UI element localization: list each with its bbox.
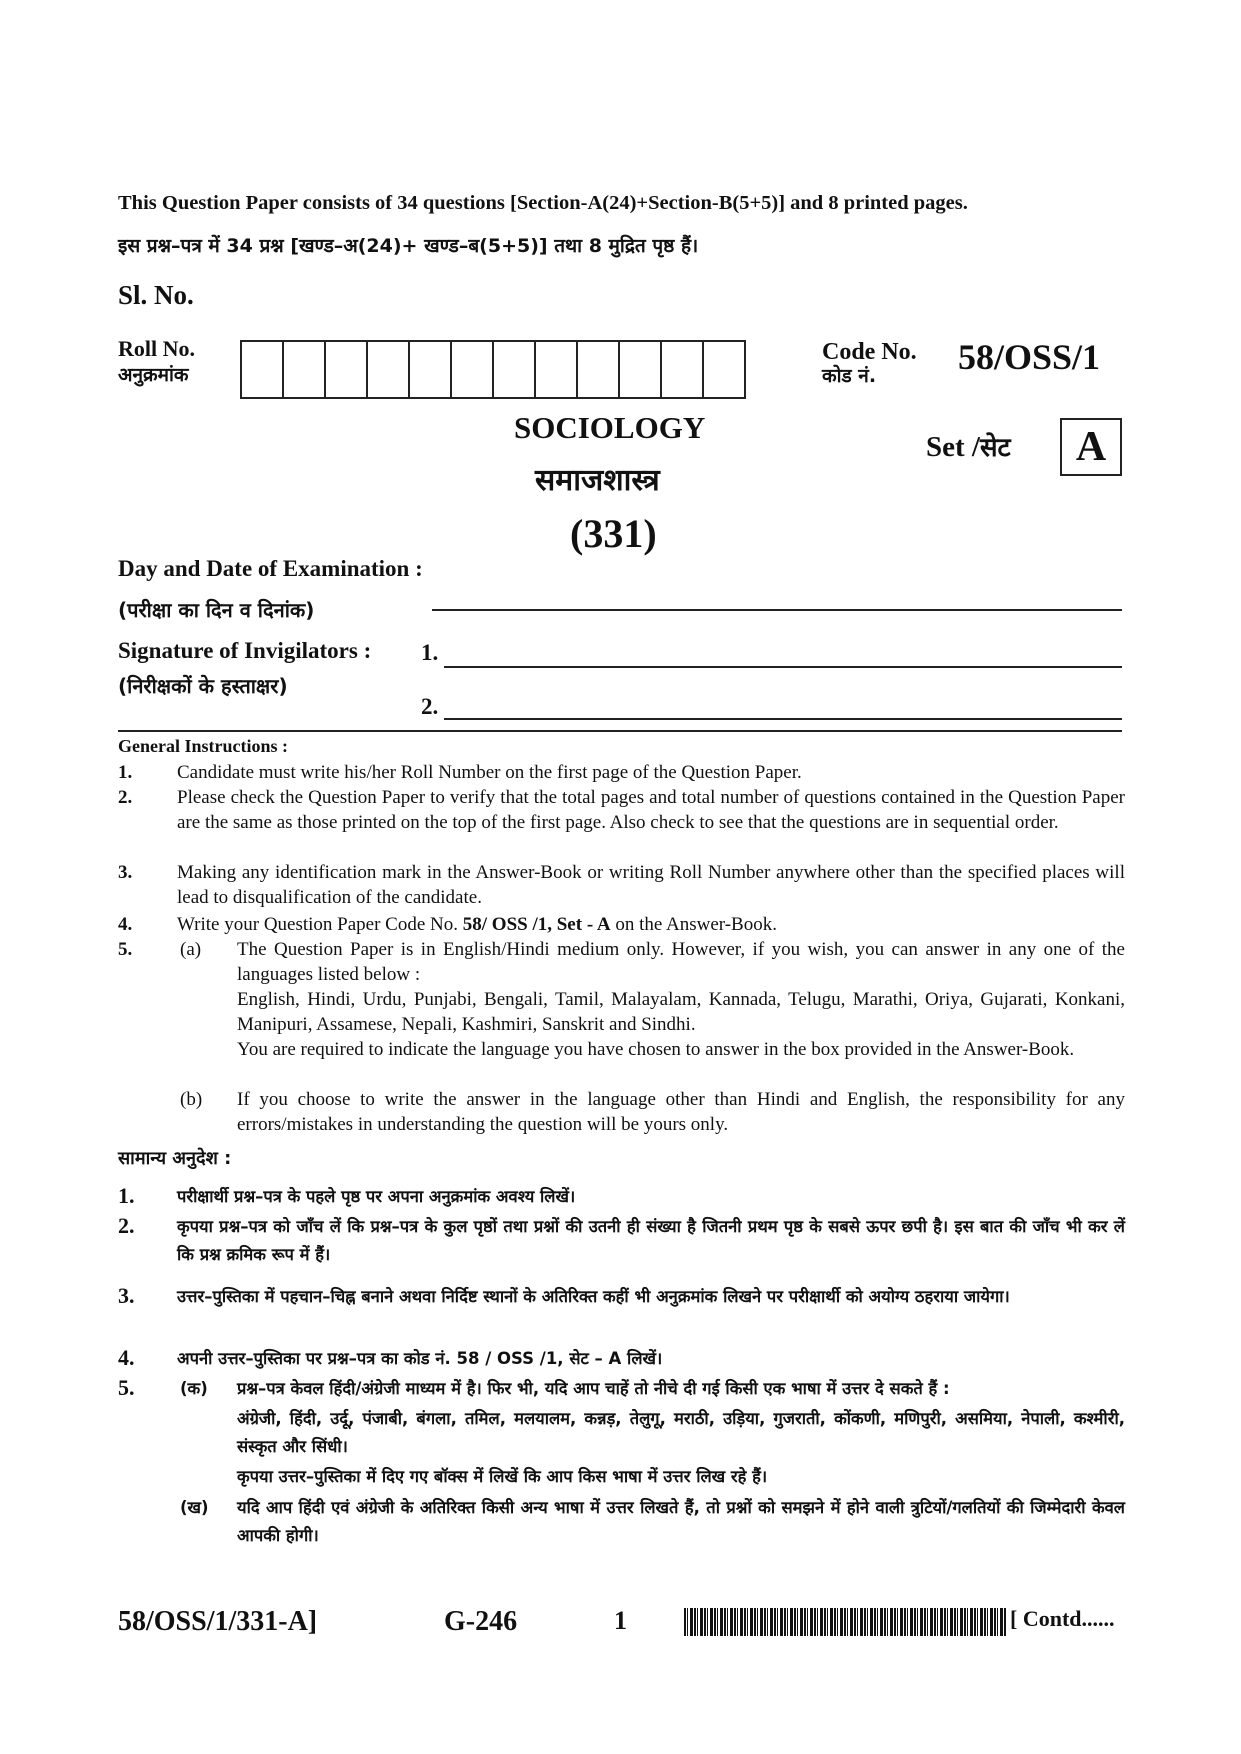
hindi-instruction-3-number: 3.	[118, 1283, 135, 1308]
subject-title-en: SOCIOLOGY	[514, 410, 706, 445]
roll-number-box[interactable]	[620, 342, 662, 397]
instruction-5a-note: You are required to indicate the language you have chosen to answer in the box provided in the Answer-Book.	[237, 1039, 1075, 1060]
roll-number-box[interactable]	[410, 342, 452, 397]
page-count-notice-en: This Question Paper consists of 34 questions [Section-A(24)+Section-B(5+5)] and 8 printed pages.	[118, 192, 968, 214]
instruction-4-post: on the Answer-Book.	[610, 914, 777, 935]
roll-number-box[interactable]	[284, 342, 326, 397]
roll-number-box[interactable]	[494, 342, 536, 397]
general-instructions-heading: General Instructions :	[118, 736, 288, 756]
footer-continued: [ Contd......	[1010, 1606, 1115, 1631]
instruction-5a-languages: English, Hindi, Urdu, Punjabi, Bengali, Tamil, Malayalam, Kannada, Telugu, Marathi, Oriya, Gujarati, Konkani, Manipuri, Assamese, Nepali, Kashmiri, Sanskrit and Sindhi.	[237, 989, 1125, 1035]
roll-number-box[interactable]	[326, 342, 368, 397]
signature-2-number: 2.	[421, 694, 439, 719]
roll-number-box[interactable]	[578, 342, 620, 397]
code-number-label-en: Code No.	[822, 339, 917, 365]
hindi-instruction-3-text: उत्तर–पुस्तिका में पहचान–चिह्न बनाने अथवा निर्दिष्ट स्थानों के अतिरिक्त कहीं भी अनुक्रमांक लिखने पर परीक्षार्थी को अयोग्य ठहराया जायेगा।	[177, 1287, 1010, 1306]
instruction-2-number: 2.	[118, 787, 133, 808]
subject-code: (331)	[570, 511, 657, 556]
invigilator-signature-label-en: Signature of Invigilators :	[118, 638, 372, 663]
instruction-5a-text: The Question Paper is in English/Hindi medium only. However, if you wish, you can answer in any one of the languages listed below :	[237, 939, 1125, 985]
code-number-label	[822, 340, 917, 388]
page-count-notice-hi: इस प्रश्न–पत्र में 34 प्रश्न [खण्ड–अ(24)+ खण्ड–ब(5+5)] तथा 8 मुद्रित पृष्ठ हैं।	[118, 235, 699, 257]
hindi-instruction-2-text: कृपया प्रश्न–पत्र को जाँच लें कि प्रश्न–पत्र के कुल पृष्ठों तथा प्रश्नों की उतनी ही संख्या है जितनी प्रथम पृष्ठ के सबसे ऊपर छपी है। इस बात की जाँच भी कर लें कि प्रश्न क्रमिक रूप में हैं।	[177, 1217, 1125, 1264]
hindi-instruction-1-number: 1.	[118, 1183, 135, 1208]
signature-2-line	[444, 718, 1122, 720]
exam-date-line	[432, 609, 1122, 611]
instruction-2-text: Please check the Question Paper to verify that the total pages and total number of questions contained in the Question Paper are the same as those printed on the top of the first page. Also check to see that the questions are in sequential order.	[177, 787, 1125, 833]
section-divider	[118, 730, 1122, 732]
instruction-1-text: Candidate must write his/her Roll Number on the first page of the Question Paper.	[177, 762, 802, 783]
instruction-4-pre: Write your Question Paper Code No.	[177, 914, 463, 935]
barcode	[684, 1608, 1006, 1636]
instruction-5b-text: If you choose to write the answer in the language other than Hindi and English, the responsibility for any errors/mistakes in understanding the question will be yours only.	[237, 1089, 1125, 1135]
invigilator-signature-label-hi: (निरीक्षकों के हस्ताक्षर)	[118, 674, 288, 698]
hindi-instruction-2-number: 2.	[118, 1213, 135, 1238]
set-label-hi: सेट	[979, 433, 1011, 463]
roll-number-label-hi: अनुक्रमांक	[118, 364, 189, 386]
hindi-instruction-5a-languages: अंग्रेजी, हिंदी, उर्दू, पंजाबी, बंगला, तमिल, मलयालम, कन्नड़, तेलुगू, मराठी, उड़िया, गुजराती, कोंकणी, मणिपुरी, असमिया, नेपाली, कश्मीरी, संस्कृत और सिंधी।	[237, 1409, 1125, 1456]
instruction-3-number: 3.	[118, 862, 133, 883]
serial-number-label: Sl. No.	[118, 280, 194, 310]
roll-number-label	[118, 336, 195, 388]
hindi-instruction-5a-note: कृपया उत्तर–पुस्तिका में दिए गए बॉक्स में लिखें कि आप किस भाषा में उत्तर लिख रहे हैं।	[237, 1467, 768, 1486]
roll-number-box[interactable]	[536, 342, 578, 397]
set-label	[926, 428, 1011, 464]
instruction-5b-label: (b)	[180, 1089, 203, 1110]
instruction-1-number: 1.	[118, 762, 133, 783]
roll-number-box[interactable]	[242, 342, 284, 397]
hindi-instruction-5a-label: (क)	[180, 1379, 208, 1398]
exam-date-label-en: Day and Date of Examination :	[118, 556, 423, 581]
subject-title-hi: समाजशास्त्र	[535, 463, 660, 498]
roll-number-box[interactable]	[662, 342, 704, 397]
hindi-instruction-5b-label: (ख)	[180, 1498, 209, 1517]
hindi-instruction-1-text: परीक्षार्थी प्रश्न–पत्र के पहले पृष्ठ पर अपना अनुक्रमांक अवश्य लिखें।	[177, 1187, 576, 1206]
signature-1-number: 1.	[421, 640, 439, 665]
footer-paper-code: 58/OSS/1/331-A]	[118, 1606, 318, 1637]
signature-1-line	[444, 666, 1122, 668]
instruction-4-code: 58/ OSS /1, Set - A	[462, 914, 611, 935]
footer-g-code: G-246	[444, 1606, 518, 1637]
hindi-instruction-4-text: अपनी उत्तर–पुस्तिका पर प्रश्न–पत्र का कोड नं. 58 / OSS /1, सेट – A लिखें।	[177, 1349, 663, 1368]
roll-number-box[interactable]	[368, 342, 410, 397]
hindi-instruction-5b-text: यदि आप हिंदी एवं अंग्रेजी के अतिरिक्त किसी अन्य भाषा में उत्तर लिखते हैं, तो प्रश्नों को समझने में होने वाली त्रुटियों/गलतियों की जिम्मेदारी केवल आपकी होगी।	[237, 1498, 1125, 1545]
instruction-3-text: Making any identification mark in the Answer-Book or writing Roll Number anywhere other than the specified places will lead to disqualification of the candidate.	[177, 862, 1125, 908]
code-number-label-hi: कोड नं.	[822, 365, 877, 387]
hindi-instructions-heading: सामान्य अनुदेश :	[118, 1148, 232, 1169]
roll-number-boxes	[240, 340, 746, 399]
set-value-box: A	[1060, 418, 1122, 476]
hindi-instruction-4-number: 4.	[118, 1345, 135, 1370]
code-number-value: 58/OSS/1	[958, 337, 1101, 377]
roll-number-box[interactable]	[452, 342, 494, 397]
footer-page-number: 1	[614, 1606, 627, 1635]
roll-number-label-en: Roll No.	[118, 336, 195, 361]
instruction-4-text	[177, 912, 1125, 937]
roll-number-box[interactable]	[704, 342, 746, 397]
hindi-instruction-5a-text: प्रश्न–पत्र केवल हिंदी/अंग्रेजी माध्यम में है। फिर भी, यदि आप चाहें तो नीचे दी गई किसी एक भाषा में उत्तर दे सकते हैं :	[237, 1379, 950, 1398]
set-label-en: Set /	[926, 431, 980, 463]
instruction-5a-label: (a)	[180, 939, 202, 960]
exam-date-label-hi: (परीक्षा का दिन व दिनांक)	[118, 598, 315, 622]
instruction-4-number: 4.	[118, 914, 133, 935]
instruction-5-number: 5.	[118, 939, 133, 960]
hindi-instruction-5-number: 5.	[118, 1375, 135, 1400]
